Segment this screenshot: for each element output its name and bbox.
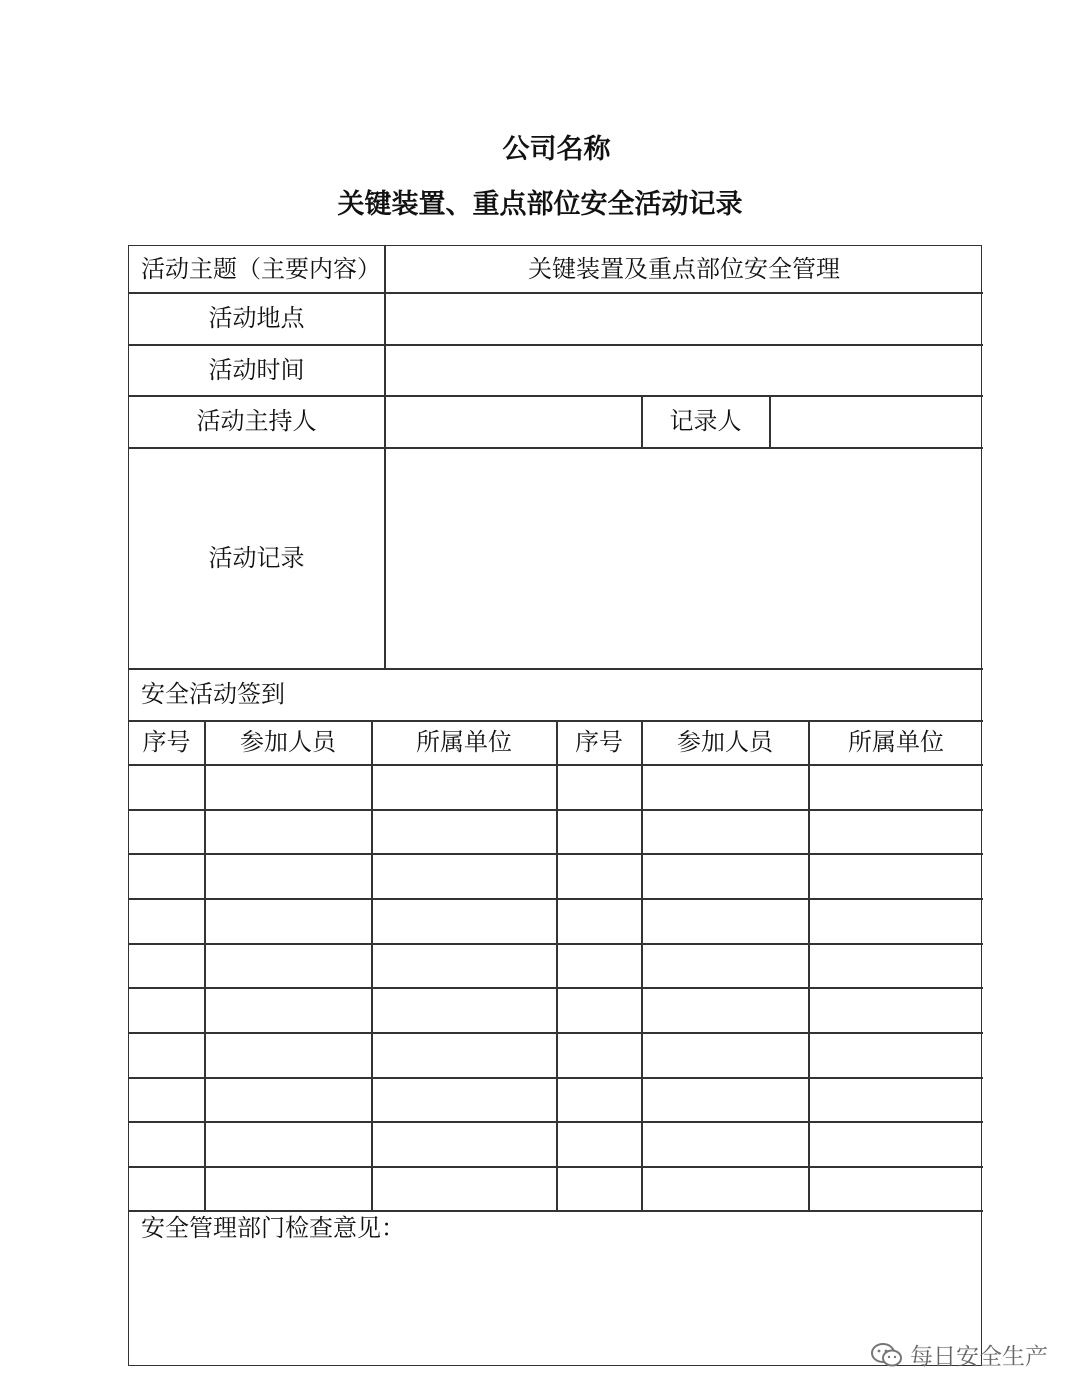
activity-record-form bbox=[128, 245, 982, 1366]
rule bbox=[641, 720, 643, 1210]
location-label: 活动地点 bbox=[208, 304, 305, 332]
rule bbox=[769, 395, 771, 447]
column-header: 参加人员 bbox=[677, 728, 773, 756]
company-name: 公司名称 bbox=[502, 134, 611, 165]
rule bbox=[556, 720, 558, 1210]
column-header: 参加人员 bbox=[240, 728, 336, 756]
rule bbox=[808, 720, 810, 1210]
rule bbox=[129, 344, 983, 346]
rule bbox=[129, 447, 983, 449]
recorder-label: 记录人 bbox=[669, 407, 742, 435]
column-header: 序号 bbox=[575, 728, 623, 756]
rule bbox=[129, 1210, 983, 1212]
rule bbox=[129, 395, 983, 397]
rule bbox=[129, 292, 983, 294]
time-label: 活动时间 bbox=[208, 356, 305, 384]
rule bbox=[371, 720, 373, 1210]
watermark-text: 每日安全生产 bbox=[910, 1344, 1048, 1370]
review-label: 安全管理部门检查意见： bbox=[141, 1214, 405, 1242]
rule bbox=[204, 720, 206, 1210]
column-header: 序号 bbox=[142, 728, 191, 756]
rule bbox=[384, 246, 386, 668]
theme-label: 活动主题（主要内容） bbox=[141, 255, 381, 283]
watermark bbox=[870, 1338, 1048, 1371]
rule bbox=[129, 668, 983, 670]
wechat-icon bbox=[870, 1342, 904, 1368]
record-label: 活动记录 bbox=[208, 544, 305, 572]
column-header: 所属单位 bbox=[848, 728, 944, 756]
host-label: 活动主持人 bbox=[196, 407, 317, 435]
column-header: 所属单位 bbox=[416, 728, 512, 756]
form-title: 关键装置、重点部位安全活动记录 bbox=[337, 189, 743, 220]
signin-section-label: 安全活动签到 bbox=[141, 680, 285, 708]
theme-value[interactable]: 关键装置及重点部位安全管理 bbox=[528, 255, 840, 283]
